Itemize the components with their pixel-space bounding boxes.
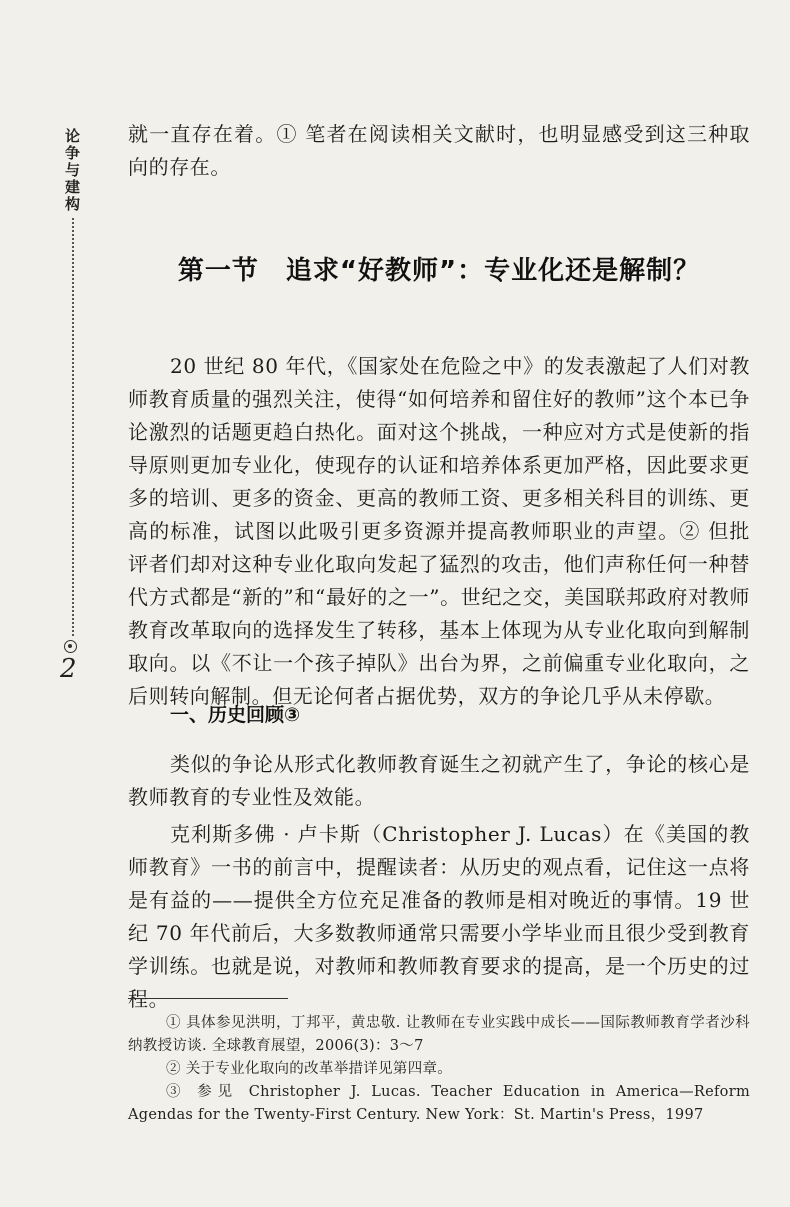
margin-dotted-line [72, 218, 74, 636]
footnote-3: ③ 参见 Christopher J. Lucas. Teacher Education in America—Reform Agendas for the Twenty-First Century. New York：St. Martin's Press，1997 [128, 1084, 750, 1123]
continued-paragraph: 就一直存在着。① 笔者在阅读相关文献时，也明显感受到这三种取向的存在。 [128, 122, 750, 179]
footnote-1: ① 具体参见洪明，丁邦平，黄忠敬. 让教师在专业实践中成长——国际教师教育学者沙科纳教授访谈. 全球教育展望，2006(3)：3～7 [128, 1015, 750, 1054]
page-number: 2 [60, 654, 77, 684]
subheading-history: 一、历史回顾③ [170, 704, 301, 726]
body-paragraph-2: 类似的争论从形式化教师教育诞生之初就产生了，争论的核心是教师教育的专业性及效能。 [128, 752, 750, 809]
footnote-2: ② 关于专业化取向的改革举措详见第四章。 [166, 1061, 453, 1077]
body-paragraph-1: 20 世纪 80 年代，《国家处在危险之中》的发表激起了人们对教师教育质量的强烈关注，使得“如何培养和留住好的教师”这个本已争论激烈的话题更趋白热化。面对这个挑战，一种应对方式是使新的指导原则更加专业化，使现存的认证和培养体系更加严格，因此要求更多的培训、更多的资金、更高的教师工资、更多相关科目的训练、更高的标准，试图以此吸引更多资源并提高教师职业的声望。② 但批评者们却对这种专业化取向发起了猛烈的攻击，他们声称任何一种替代方式都是“新的”和“最好的之一”。世纪之交，美国联邦政府对教师教育改革取向的选择发生了转移，基本上体现为从专业化取向到解制取向。以《不让一个孩子掉队》出台为界，之前偏重专业化取向，之后则转向解制。但无论何者占据优势，双方的争论几乎从未停歇。 [128, 354, 750, 708]
running-head-title: 论争与建构 [63, 128, 81, 213]
section-heading: 第一节 追求“好教师”：专业化还是解制？ [177, 256, 701, 286]
body-paragraph-3: 克利斯多佛 · 卢卡斯（Christopher J. Lucas）在《美国的教师教育》一书的前言中，提醒读者：从历史的观点看，记住这一点将是有益的——提供全方位充足准备的教师是相对晚近的事情。19 世纪 70 年代前后，大多数教师通常只需要小学毕业而且很少受到教育学训练。也就是说，对教师和教师教育要求的提高，是一个历史的过程。 [128, 822, 750, 1011]
page-marker-circle-icon [64, 640, 77, 653]
footnotes [128, 1012, 750, 1127]
footnote-divider [128, 998, 288, 999]
